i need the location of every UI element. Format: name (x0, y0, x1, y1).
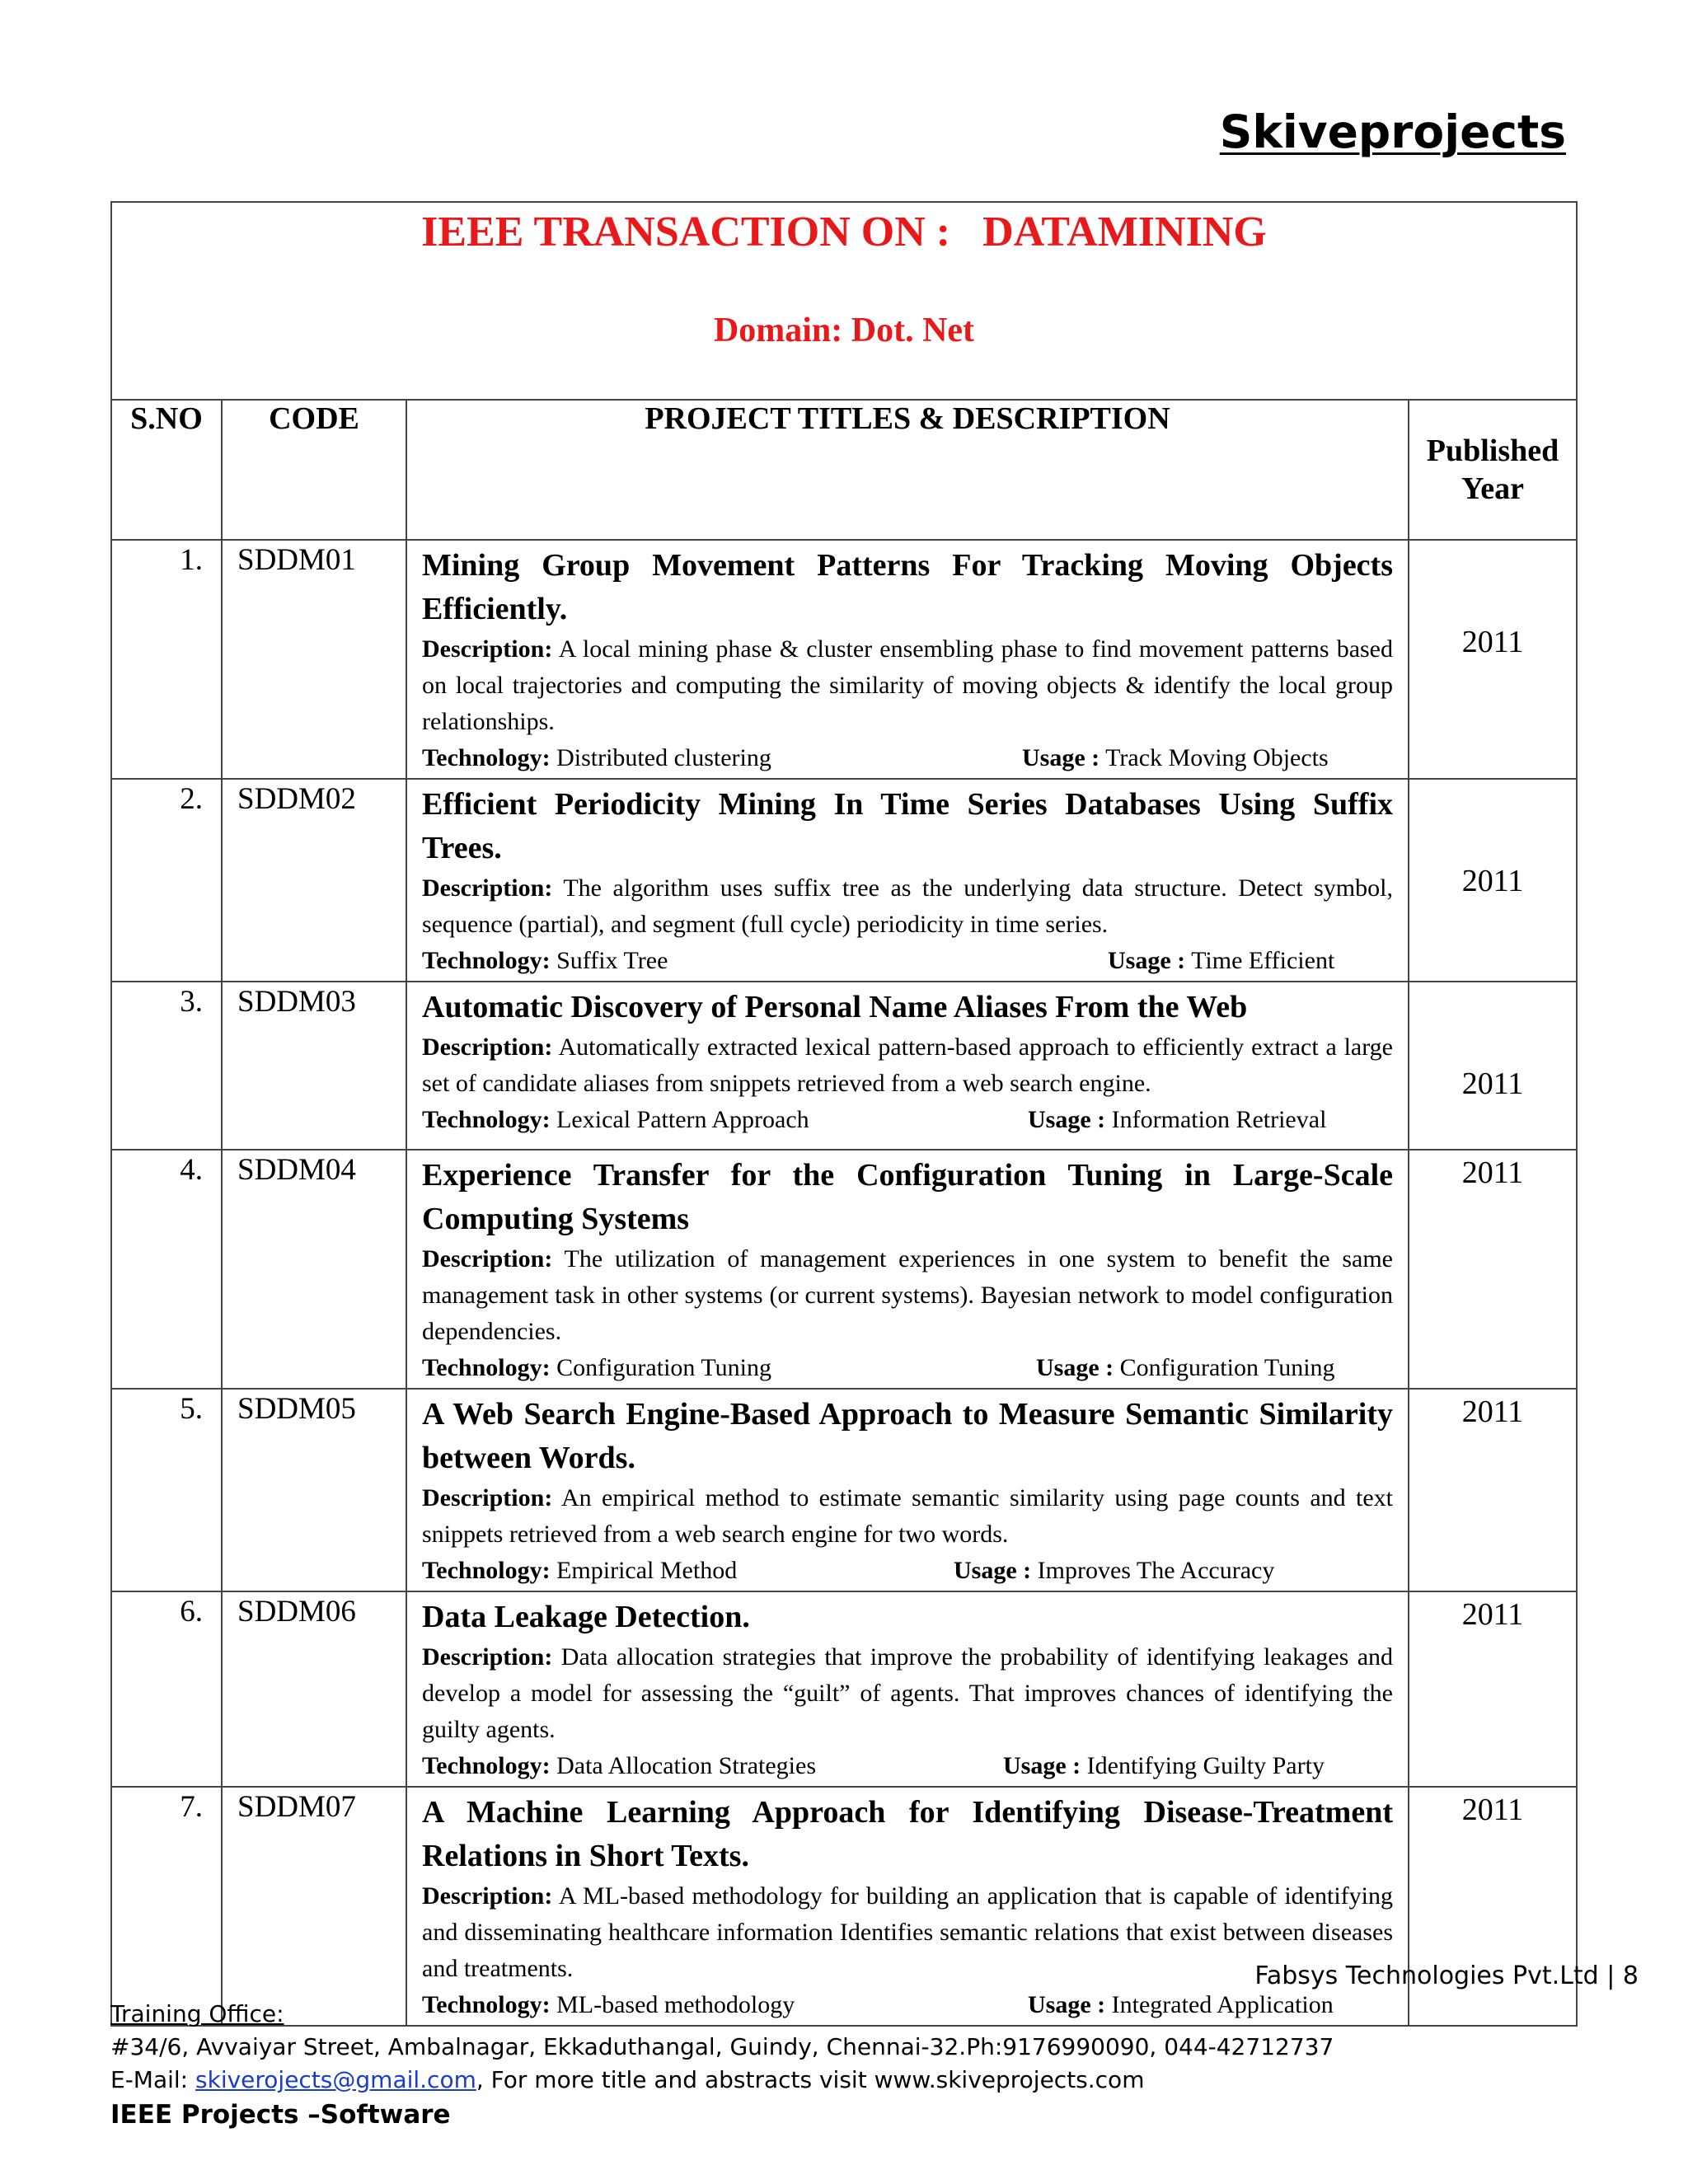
technology-line (422, 740, 1393, 776)
column-header-row (111, 400, 1577, 540)
email-link[interactable]: skiverojects@gmail.com (195, 2066, 476, 2093)
usage-group (954, 1553, 1274, 1589)
description-label: Description: (422, 1484, 553, 1511)
page-footer-company: Fabsys Technologies Pvt.Ltd | 8 (1254, 1961, 1639, 1990)
project-description (422, 1639, 1393, 1748)
col-header-code: CODE (222, 400, 406, 540)
description-label: Description: (422, 1882, 553, 1910)
technology-label: Technology: (422, 1557, 551, 1584)
usage-value: Integrated Application (1111, 1991, 1334, 2018)
row-sno: 1. (111, 540, 222, 779)
project-description (422, 1029, 1393, 1102)
description-text: Automatically extracted lexical pattern-based approach to efficiently extract a large set of candidate aliases from snippets retrieved from a web search engine. (422, 1033, 1393, 1097)
description-label: Description: (422, 635, 553, 663)
row-sno: 7. (111, 1787, 222, 2026)
row-sno: 3. (111, 982, 222, 1150)
domain-label: Domain: Dot. Net (713, 312, 975, 349)
project-title: Experience Transfer for the Configuration Tuning in Large-Scale Computing Systems (422, 1158, 1393, 1236)
project-title: Mining Group Movement Patterns For Tracking Moving Objects Efficiently. (422, 548, 1393, 626)
project-description (422, 1480, 1393, 1553)
footer-contact (110, 1998, 1334, 2131)
table-row (111, 779, 1577, 982)
description-text: A ML-based methodology for building an application that is capable of identifying and disseminating healthcare information Identifies semantic relations that exist between diseases and treatments. (422, 1882, 1393, 1982)
usage-label: Usage : (1022, 744, 1100, 771)
category-label: IEEE Projects –Software (110, 2100, 451, 2130)
row-year (1409, 540, 1577, 779)
col-header-year: Published Year (1409, 400, 1577, 540)
technology-value: Distributed clustering (556, 744, 771, 771)
usage-label: Usage : (1028, 1106, 1106, 1133)
technology-value: ML-based methodology (556, 1991, 795, 2018)
usage-value: Improves The Accuracy (1037, 1557, 1275, 1584)
year-value: 2011 (1461, 1155, 1524, 1190)
year-value: 2011 (1461, 1394, 1524, 1429)
row-code: SDDM03 (222, 982, 406, 1150)
row-year (1409, 779, 1577, 982)
table-row (111, 1389, 1577, 1591)
project-title: Data Leakage Detection. (422, 1600, 750, 1634)
row-sno: 4. (111, 1150, 222, 1389)
brand-heading: Skiveprojects (1219, 105, 1566, 158)
usage-label: Usage : (1108, 947, 1186, 974)
email-prefix: E-Mail: (110, 2066, 196, 2093)
technology-label: Technology: (422, 744, 551, 771)
technology-label: Technology: (422, 1354, 551, 1381)
table-header-banner (111, 202, 1577, 400)
technology-value: Suffix Tree (556, 947, 668, 974)
table-row (111, 1591, 1577, 1787)
usage-value: Track Moving Objects (1105, 744, 1329, 771)
usage-value: Configuration Tuning (1119, 1354, 1335, 1381)
project-title: Efficient Periodicity Mining In Time Series Databases Using Suffix Trees. (422, 787, 1393, 865)
usage-group (1028, 1102, 1326, 1138)
project-title: Automatic Discovery of Personal Name Aliases From the Web (422, 990, 1248, 1024)
description-text: A local mining phase & cluster ensembling phase to find movement patterns based on local trajectories and computing the similarity of moving objects & identify the local group relationships. (422, 635, 1393, 735)
year-value: 2011 (1461, 864, 1524, 898)
description-text: The utilization of management experiences in one system to benefit the same management task in other systems (or current systems). Bayesian network to model configuration dependencies. (422, 1245, 1393, 1345)
description-text: The algorithm uses suffix tree as the underlying data structure. Detect symbol, sequence (partial), and segment (full cycle) periodicity in time series. (422, 874, 1393, 938)
technology-line (422, 1748, 1393, 1784)
technology-value: Lexical Pattern Approach (556, 1106, 809, 1133)
usage-label: Usage : (1036, 1354, 1114, 1381)
transaction-title: IEEE TRANSACTION ON : DATAMINING (421, 209, 1267, 255)
row-sno: 6. (111, 1591, 222, 1787)
usage-value: Identifying Guilty Party (1086, 1752, 1325, 1779)
usage-group (1108, 943, 1334, 979)
project-title: A Machine Learning Approach for Identifying Disease-Treatment Relations in Short Texts. (422, 1795, 1393, 1873)
table-row (111, 1150, 1577, 1389)
technology-value: Empirical Method (556, 1557, 738, 1584)
usage-group (1003, 1748, 1325, 1784)
technology-line (422, 1102, 1393, 1138)
description-label: Description: (422, 1245, 553, 1272)
year-value: 2011 (1461, 1793, 1524, 1827)
col-header-sno: S.NO (111, 400, 222, 540)
usage-label: Usage : (1003, 1752, 1081, 1779)
table-row (111, 540, 1577, 779)
table-row (111, 982, 1577, 1150)
project-description (422, 1241, 1393, 1350)
row-code: SDDM01 (222, 540, 406, 779)
description-text: An empirical method to estimate semantic similarity using page counts and text snippets retrieved from a web search engine for two words. (422, 1484, 1393, 1548)
description-text: Data allocation strategies that improve the probability of identifying leakages and develop a model for assessing the “guilt” of agents. That improves chances of identifying the guilty agents. (422, 1643, 1394, 1743)
usage-label: Usage : (954, 1557, 1032, 1584)
office-label: Training Office: (110, 2000, 284, 2027)
technology-label: Technology: (422, 1991, 551, 2018)
technology-value: Configuration Tuning (556, 1354, 771, 1381)
email-line (110, 2064, 1334, 2097)
usage-group (1036, 1350, 1335, 1386)
office-address: #34/6, Avvaiyar Street, Ambalnagar, Ekkaduthangal, Guindy, Chennai-32.Ph:9176990090, 044-42712737 (110, 2033, 1334, 2060)
technology-label: Technology: (422, 1106, 551, 1133)
row-year (1409, 1389, 1577, 1591)
description-label: Description: (422, 1643, 553, 1671)
table-body (111, 540, 1577, 2026)
project-description (422, 1878, 1393, 1987)
col-header-titles: PROJECT TITLES & DESCRIPTION (406, 400, 1409, 540)
description-label: Description: (422, 1033, 553, 1061)
usage-group (1022, 740, 1329, 776)
row-year (1409, 1591, 1577, 1787)
description-label: Description: (422, 874, 553, 902)
year-value: 2011 (1461, 625, 1524, 659)
technology-line (422, 1350, 1393, 1386)
project-title: A Web Search Engine-Based Approach to Measure Semantic Similarity between Words. (422, 1397, 1393, 1475)
email-suffix: , For more title and abstracts visit www.skiveprojects.com (476, 2066, 1145, 2093)
technology-label: Technology: (422, 947, 551, 974)
technology-label: Technology: (422, 1752, 551, 1779)
row-description-cell (406, 1150, 1409, 1389)
usage-value: Information Retrieval (1111, 1106, 1327, 1133)
row-code: SDDM07 (222, 1787, 406, 2026)
row-description-cell (406, 779, 1409, 982)
row-sno: 2. (111, 779, 222, 982)
row-description-cell (406, 982, 1409, 1150)
row-code: SDDM04 (222, 1150, 406, 1389)
row-sno: 5. (111, 1389, 222, 1591)
usage-value: Time Efficient (1191, 947, 1335, 974)
year-value: 2011 (1461, 1066, 1524, 1101)
project-description (422, 631, 1393, 740)
row-code: SDDM06 (222, 1591, 406, 1787)
row-description-cell (406, 540, 1409, 779)
year-value: 2011 (1461, 1597, 1524, 1632)
technology-line (422, 943, 1393, 979)
row-description-cell (406, 1591, 1409, 1787)
usage-label: Usage : (1028, 1991, 1106, 2018)
technology-value: Data Allocation Strategies (556, 1752, 817, 1779)
projects-table (110, 201, 1578, 2027)
row-code: SDDM05 (222, 1389, 406, 1591)
row-code: SDDM02 (222, 779, 406, 982)
row-year (1409, 1150, 1577, 1389)
row-year (1409, 982, 1577, 1150)
row-description-cell (406, 1389, 1409, 1591)
technology-line (422, 1553, 1393, 1589)
project-description (422, 870, 1393, 943)
